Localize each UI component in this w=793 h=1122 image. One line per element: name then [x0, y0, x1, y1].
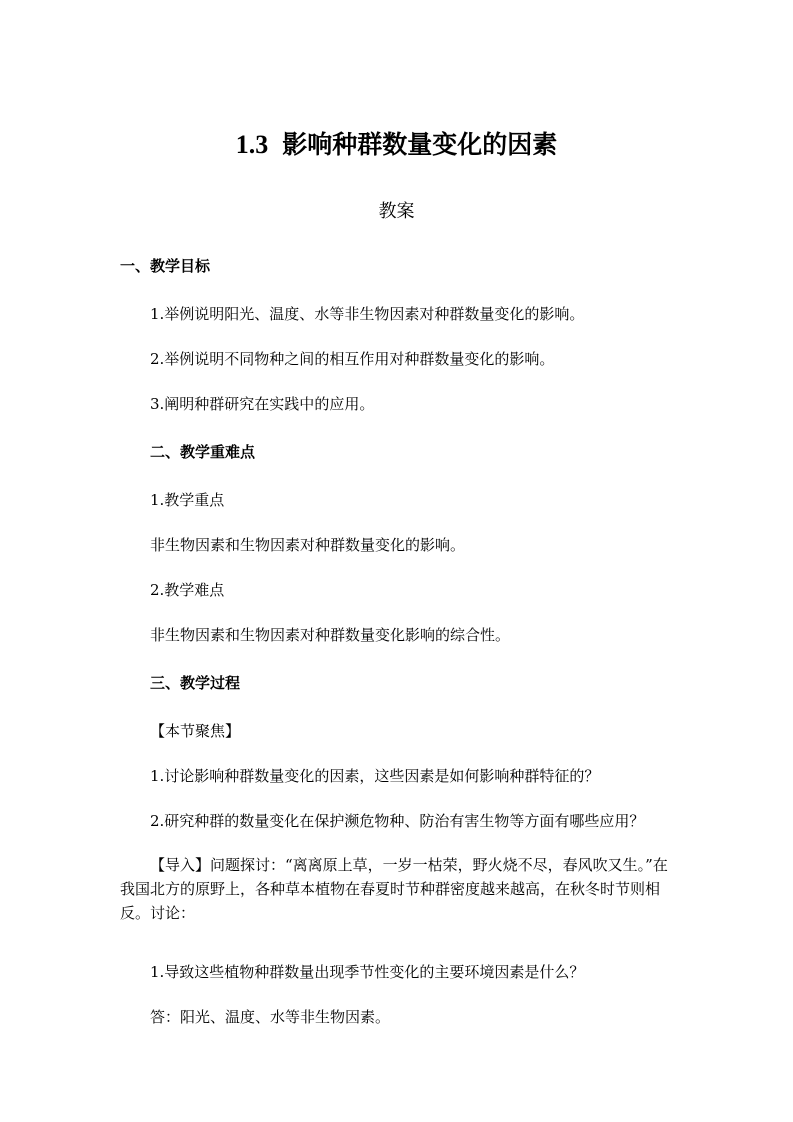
objective-item-3: 3.阐明种群研究在实践中的应用。 [150, 395, 375, 413]
focus-item-2: 2.研究种群的数量变化在保护濒危物种、防治有害生物等方面有哪些应用？ [150, 812, 645, 830]
question-1: 1.导致这些植物种群数量出现季节性变化的主要环境因素是什么？ [150, 963, 585, 981]
difficulty-text: 非生物因素和生物因素对种群数量变化影响的综合性。 [150, 626, 511, 644]
key-point-text: 非生物因素和生物因素对种群数量变化的影响。 [150, 536, 466, 554]
section-heading-objectives: 一、教学目标 [120, 257, 211, 275]
section-heading-process: 三、教学过程 [150, 674, 241, 692]
focus-label: 【本节聚焦】 [150, 722, 241, 740]
difficulty-label: 2.教学难点 [150, 581, 225, 599]
focus-item-1: 1.讨论影响种群数量变化的因素，这些因素是如何影响种群特征的？ [150, 767, 600, 785]
section-heading-key-points: 二、教学重难点 [150, 443, 256, 461]
objective-item-2: 2.举例说明不同物种之间的相互作用对种群数量变化的影响。 [150, 350, 555, 368]
document-title [0, 128, 793, 162]
objective-item-1: 1.举例说明阳光、温度、水等非生物因素对种群数量变化的影响。 [150, 305, 585, 323]
intro-paragraph: 【导入】问题探讨：“离离原上草，一岁一枯荣，野火烧不尽，春风吹又生。”在我国北方的原野上，各种草本植物在春夏时节种群密度越来越高，在秋冬时节则相反。讨论： [120, 856, 668, 922]
title-text: 影响种群数量变化的因素 [282, 130, 558, 159]
answer-1: 答：阳光、温度、水等非生物因素。 [150, 1008, 391, 1026]
document-subtitle: 教案 [378, 201, 415, 222]
title-number: 1.3 [235, 130, 269, 159]
key-point-label: 1.教学重点 [150, 491, 225, 509]
